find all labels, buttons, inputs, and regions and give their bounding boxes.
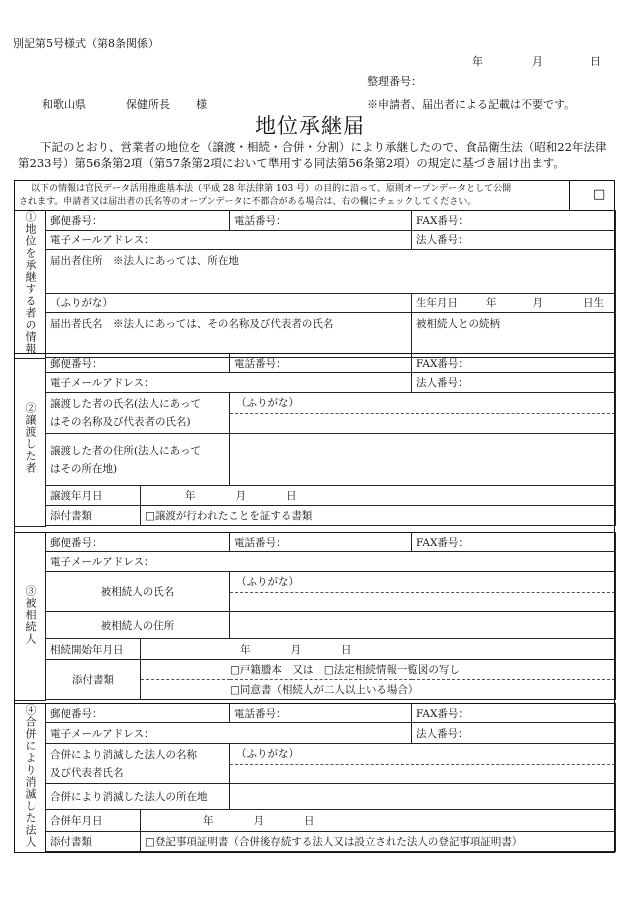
s1-corp-number-field[interactable]: 法人番号：	[412, 230, 616, 250]
date-year-label: 年	[472, 55, 483, 68]
s3-start-label: 相続開始年月日	[46, 639, 141, 660]
notice-line-1: 以下の情報は官民データ活用推進基本法（平成 28 年法律第 103 号）の目的に沿って、原則オープンデータとして公開	[31, 184, 512, 194]
s1-relation-field[interactable]: 被相続人との続柄	[412, 313, 616, 358]
s3-attach-label: 添付書類	[46, 660, 141, 700]
section-2-label: ②譲渡した者	[15, 354, 46, 527]
s2-corp-number-field[interactable]: 法人番号：	[412, 373, 616, 393]
applicant-note: ※申請者、届出者による記載は不要です。	[367, 98, 576, 111]
section-4-table	[14, 703, 616, 853]
s2-attach-label: 添付書類	[46, 506, 141, 526]
s3-email-field[interactable]: 電子メールアドレス：	[46, 552, 616, 572]
s4-attach-checkbox[interactable]: □登記事項証明書（合併後存続する法人又は設立された法人の登記事項証明書）	[141, 832, 616, 852]
s3-start-field[interactable]: 年 月 日	[141, 639, 616, 660]
s1-postal-field[interactable]: 郵便番号：	[46, 211, 230, 231]
s2-postal-field[interactable]: 郵便番号：	[46, 354, 230, 373]
section-1-table	[14, 210, 616, 359]
s3-postal-field[interactable]: 郵便番号：	[46, 533, 230, 552]
s1-address-field[interactable]: 届出者住所 ※法人にあっては、所在地	[46, 250, 616, 293]
section-2-table	[14, 353, 616, 527]
notice-line-2: されます。申請者又は届出者の氏名等のオープンデータに不都合がある場合は、右の欄にチェックしてください。	[19, 197, 477, 207]
s4-postal-field[interactable]: 郵便番号：	[46, 704, 230, 723]
s2-phone-field[interactable]: 電話番号：	[230, 354, 412, 373]
date-month-label: 月	[532, 55, 543, 68]
section-4-label: ④合併により消滅した法人	[15, 704, 46, 853]
s4-attach-label: 添付書類	[46, 832, 141, 852]
s2-fax-field[interactable]: FAX番号：	[412, 354, 616, 373]
open-data-opt-out-checkbox[interactable]: □	[593, 187, 606, 202]
s3-address-label: 被相続人の住所	[46, 612, 230, 639]
s2-address-label: 譲渡した者の住所(法人にあって はその所在地)	[46, 434, 230, 486]
s1-email-field[interactable]: 電子メールアドレス：	[46, 230, 412, 250]
s1-birth-label: 生年月日	[416, 297, 458, 310]
section-3-label: ③被相続人	[15, 533, 46, 701]
s4-address-field[interactable]	[230, 784, 616, 810]
honorific-label: 様	[196, 98, 207, 111]
s3-name-field[interactable]: （ふりがな）	[230, 572, 616, 612]
page-title: 地位承継届	[255, 114, 365, 138]
intro-line-1: 下記のとおり、営業者の地位を（譲渡・相続・合併・分割）により承継したので、食品衛生法（昭和22年法律	[40, 140, 607, 154]
s4-name-label: 合併により消滅した法人の名称 及び代表者氏名	[46, 744, 230, 784]
s4-email-field[interactable]: 電子メールアドレス：	[46, 723, 412, 744]
s4-date-label: 合併年月日	[46, 810, 141, 832]
s3-attach-doc2[interactable]: □同意書（相続人が二人以上いる場合）	[141, 680, 616, 700]
prefecture-label: 和歌山県	[42, 98, 86, 111]
s4-address-label: 合併により消滅した法人の所在地	[46, 784, 230, 810]
s4-corp-number-field[interactable]: 法人番号：	[412, 723, 616, 744]
s4-phone-field[interactable]: 電話番号：	[230, 704, 412, 723]
s2-email-field[interactable]: 電子メールアドレス：	[46, 373, 412, 393]
office-director-label: 保健所長	[126, 98, 170, 111]
s2-name-field[interactable]: （ふりがな）	[230, 393, 616, 434]
s4-date-field[interactable]: 年 月 日	[141, 810, 616, 832]
s3-address-field[interactable]	[230, 612, 616, 639]
open-data-notice	[14, 180, 615, 211]
s1-name-field[interactable]: 届出者氏名 ※法人にあっては、その名称及び代表者の氏名	[46, 313, 412, 358]
form-reference: 別記第5号様式（第8条関係）	[13, 37, 159, 50]
s1-phone-field[interactable]: 電話番号：	[230, 211, 412, 231]
s3-name-label: 被相続人の氏名	[46, 572, 230, 612]
s1-furigana-field[interactable]: （ふりがな）	[46, 293, 412, 313]
s1-birthdate-field[interactable]: 生年月日 年 月 日生	[412, 293, 616, 313]
registration-number-label: 整理番号：	[367, 75, 422, 88]
s2-date-label: 譲渡年月日	[46, 486, 141, 506]
s2-name-label: 譲渡した者の氏名(法人にあって はその名称及び代表者の氏名)	[46, 393, 230, 434]
date-day-label: 日	[590, 55, 601, 68]
notice-divider	[569, 181, 570, 210]
section-1-label: ①地位を承継する者の情報	[15, 211, 46, 359]
s2-attach-checkbox[interactable]: □譲渡が行われたことを証する書類	[141, 506, 616, 526]
s3-attach-doc1[interactable]: □戸籍謄本 又は □法定相続情報一覧図の写し	[141, 660, 616, 680]
s4-name-field[interactable]: （ふりがな）	[230, 744, 616, 784]
s2-date-field[interactable]: 年 月 日	[141, 486, 616, 506]
s3-fax-field[interactable]: FAX番号：	[412, 533, 616, 552]
section-3-table	[14, 532, 616, 701]
s2-address-field[interactable]	[230, 434, 616, 486]
s1-fax-field[interactable]: FAX番号：	[412, 211, 616, 231]
intro-line-2: 第233号）第56条第2項（第57条第2項において準用する同法第56条第2項）の規定に基づき届け出ます。	[18, 156, 565, 170]
s3-phone-field[interactable]: 電話番号：	[230, 533, 412, 552]
s4-fax-field[interactable]: FAX番号：	[412, 704, 616, 723]
